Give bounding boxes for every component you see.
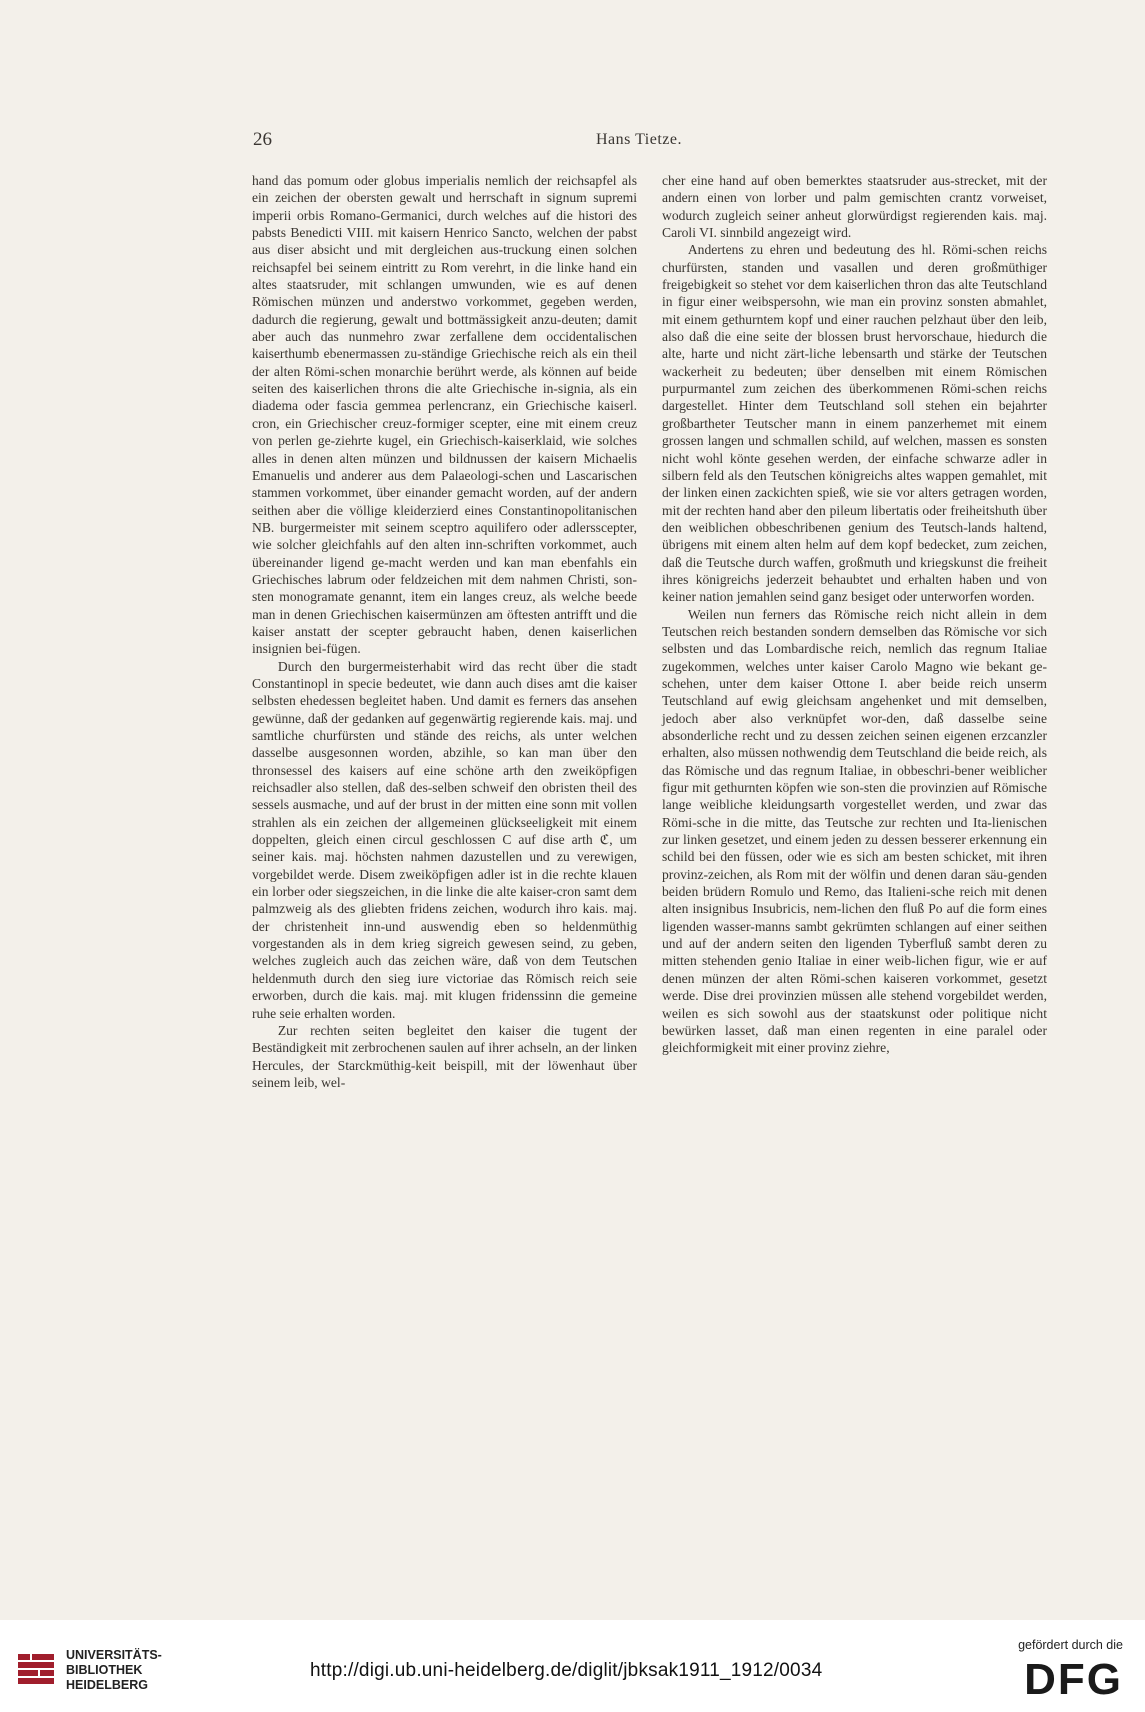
permalink-url[interactable]: http://digi.ub.uni-heidelberg.de/diglit/jbksak1911_1912/0034: [310, 1660, 823, 1681]
library-name: [66, 1648, 162, 1693]
funding-label: gefördert durch die: [1018, 1638, 1123, 1652]
library-name-line: HEIDELBERG: [66, 1678, 148, 1692]
running-head-author: Hans Tietze.: [596, 131, 682, 148]
page-number: 26: [253, 129, 272, 150]
paragraph: cher eine hand auf oben bemerktes staatsruder aus-strecket, mit der andern einen von lorber und palm gemischten crantz vorweiset, wodurch zugleich seiner anheut glorwürdigst regierenden kais. maj. Caroli VI. sinnbild angezeigt wird.: [662, 173, 1047, 241]
paragraph: Durch den burgermeisterhabit wird das recht über die stadt Constantinopl in specie bedeutet, wie dann auch dises amt die kaiser selbsten ehedessen begleitet haben. Und damit es ferners das ansehen gewünne, daß der gedanken auf gegenwärtig regierende kais. maj. und samtliche churfürsten und stände des reichs, als unter welchen dasselbe ausgesonnen worden, abzihle, so kan man über den thronsessel des kaisers auf eine schöne arth den zweiköpfigen reichsadler also stellen, daß des-selben schweif den obristen theil des sessels ausmache, und auf der brust in der mitten eine sonn mit vollen strahlen als ein zeichen der allgemeinen glückseeligkeit mit einem doppelten, gleich einen circul geschlossen C auf dise arth ℭ, um seiner kais. maj. höchsten nahmen dazustellen und zu verewigen, vorgebildet werde. Disem zweiköpfigen adler ist in die rechte klauen ein lorber oder siegszeichen, in die linke die alte kaiser-cron samt dem palmzweig als des gliebten fridens zeichen, wodurch ihro kais. maj. der christenheit inn-und auswendig eben so heldenmüthig vorgestanden als in dem krieg sigreich gewesen seind, zu geben, welches zugleich auch das zeichen wäre, daß von dem Teutschen heldenmuth durch den sieg iure victoriae das Römisch reich seie erworben, durch die kais. maj. mit klugen fridenssinn die gemeine ruhe seie erhalten worden.: [252, 658, 637, 1021]
paragraph: Weilen nun ferners das Römische reich nicht allein in dem Teutschen reich bestanden sondern demselben das Römische vor sich selbsten und das Lombardische reich, nemlich das regnum Italiae zugekommen, welches unter kaiser Carolo Magno wie bekant ge-schehen, unter dem kaiser Ottone I. aber beide reich unserm Teutschland auf ewig gleichsam angehenket und mit demselben, jedoch aber also verknüpfet wor-den, daß dasselbe seine absonderliche recht und zu dessen zeichen seinen eigenen erzcanzler erhalten, also müssen nothwendig dem Teutschland die beide reich, als das Römische und das regnum Italiae, in obbeschri-bener weiblicher figur mit gethurnten köpfen wie son-sten die provinzien auf Römische lange weibliche kleidungsarth vorgestellet werden, und zwar das Römi-sche in die mitte, das Teutsche zur rechten und Ita-lienischen zur linken gesetzet, und einem jeden zu dessen besserer erkennung ein schild bei den füssen, oder wie es sich am besten schicket, mit ihren provinz-zeichen, als Rom mit der wölfin und denen daran säu-genden beiden brüdern Romulo und Remo, das Italieni-sche reich mit denen alten insignibus Insubricis, nem-lichen den fluß Po auf die form eines ligenden wasser-manns sambt gekrümten schlangen auf einer seithen und auf der andern seiten den ligenden Tyberfluß sambt deren zu mitten stehenden genio Italiae in einer weib-lichen figur, wie er auf denen münzen der alten Römi-schen kaiseren vorkommet, gesetzt werde. Dise drei provinzien müssen alle stehend vorgebildet werden, weilen es sich sowohl aus der staatskunst oder politique nicht bewürken lasset, daß man einen regenten in eine paralel oder gleichformigkeit mit einer provinz ziehre,: [662, 606, 1047, 1056]
library-name-line: BIBLIOTHEK: [66, 1663, 143, 1677]
library-name-line: UNIVERSITÄTS-: [66, 1648, 162, 1662]
left-column: [252, 172, 637, 1091]
running-head: [253, 129, 1025, 155]
digitization-footer: [0, 1620, 1145, 1712]
paragraph: Andertens zu ehren und bedeutung des hl. Römi-schen reichs churfürsten, standen und vasallen und deren großmüthiger freigebigkeit so stehet vor dem kaiserlichen thron das alte Teutschland in figur einer weibspersohn, wie man ein provinz sonsten abmahlet, mit einem gethurntem kopf und einer rauchen pelzhaut über den leib, also daß die eine seite der blossen brust hervorschaue, hiedurch die alte, harte und nicht zärt-liche lebensarth und stärke der Teutschen wackerheit zu bedeuten; über denselben mit einem Römischen purpurmantel zum zeichen des überkommenen Römi-schen reichs dargestellet. Hinter dem Teutschland soll stehen ein bejahrter großbartheter Teutscher mann in einem panzerhemet mit einem grossen langen und schmallen schild, auf welchen, massen es sonsten nicht wohl könte gesehen werden, der einfache schwarze adler in silbern feld als den Teutschen königreichs altes wappen gemahlet, mit der linken einen zackichten spieß, wie sie vor alters getragen worden, mit der rechten hand aber den pileum libertatis oder freiheitshuth über den weiblichen obbeschribenen genium des Teutsch-lands haltend, übrigens mit einem alten helm auf dem kopf bedecket, zum zeichen, daß die Teutsche durch waffen, großmuth und kriegskunst die freiheit ihres königreichs jederzeit behaubtet und erhalten haben und von keiner nation jemahlen seind ganz besiget oder unterworfen worden.: [662, 242, 1047, 605]
right-column: [662, 172, 1047, 1057]
university-library-logo-icon: [14, 1648, 58, 1692]
paragraph: Zur rechten seiten begleitet den kaiser die tugent der Beständigkeit mit zerbrochenen saulen auf ihrer achseln, an der linken Hercules, der Starckmüthig-keit beispill, mit der löwenhaut über seinem leib, wel-: [252, 1022, 637, 1090]
dfg-logo: DFG: [1024, 1655, 1123, 1704]
paragraph: hand das pomum oder globus imperialis nemlich der reichsapfel als ein zeichen der obersten gewalt und herrschaft in signum supremi imperii orbis Romano-Germanici, durch welches auf die histori des pabsts Benedicti VIII. mit kaisern Henrico Sancto, welchen der pabst aus diser absicht und mit dergleichen aus-truckung einen solchen reichsapfel bei seinem eintritt zu Rom verehrt, in die linke hand ein altes staatsruder, mit schlangen umwunden, wie es auf denen Römischen münzen und anderstwo vorkommet, gegeben werden, dadurch die regierung, gewalt und bottmässigkeit anzu-deuten; damit aber auch das nunmehro zwar zerfallene dem occidentalischen kaiserthumb ebenermassen zu-ständige Griechische reich als ein theil der alten Römi-schen monarchie berührt werde, als können auf beide seiten des kaiserlichen throns die alte Griechische in-signia, als ein diadema oder fascia gemmea perlencranz, ein Griechische kaiserl. cron, ein Griechischer creuz-formiger scepter, eine mit einem creuz von perlen ge-ziehrte kugel, ein Griechisch-kaiserklaid, wie solches alles in denen alten münzen und bildnussen der kaisern Michaelis Emanuelis und anderer aus dem Palaeologi-schen und Lascarischen stammen vorkommet, über einander gemacht worden, auf der andern seithen aber die völlige kleiderzierd eines Constantinopolitanischen NB. burgermeister mit seinem sceptro aquilifero oder adlersscepter, wie solcher gleichfahls auf den alten inn-schriften vorkommet, auch übereinander ligend ge-macht werden und kan man ebenfahls ein Griechisches labrum oder feldzeichen mit dem nahmen Christi, son-sten monogramate genannt, item ein langes creuz, als welche beede man in denen Griechischen kaisermünzen am öftesten antrifft und die kaiser anstatt der scepter gebraucht haben, denen kaiserlichen insignien bei-fügen.: [252, 173, 637, 657]
